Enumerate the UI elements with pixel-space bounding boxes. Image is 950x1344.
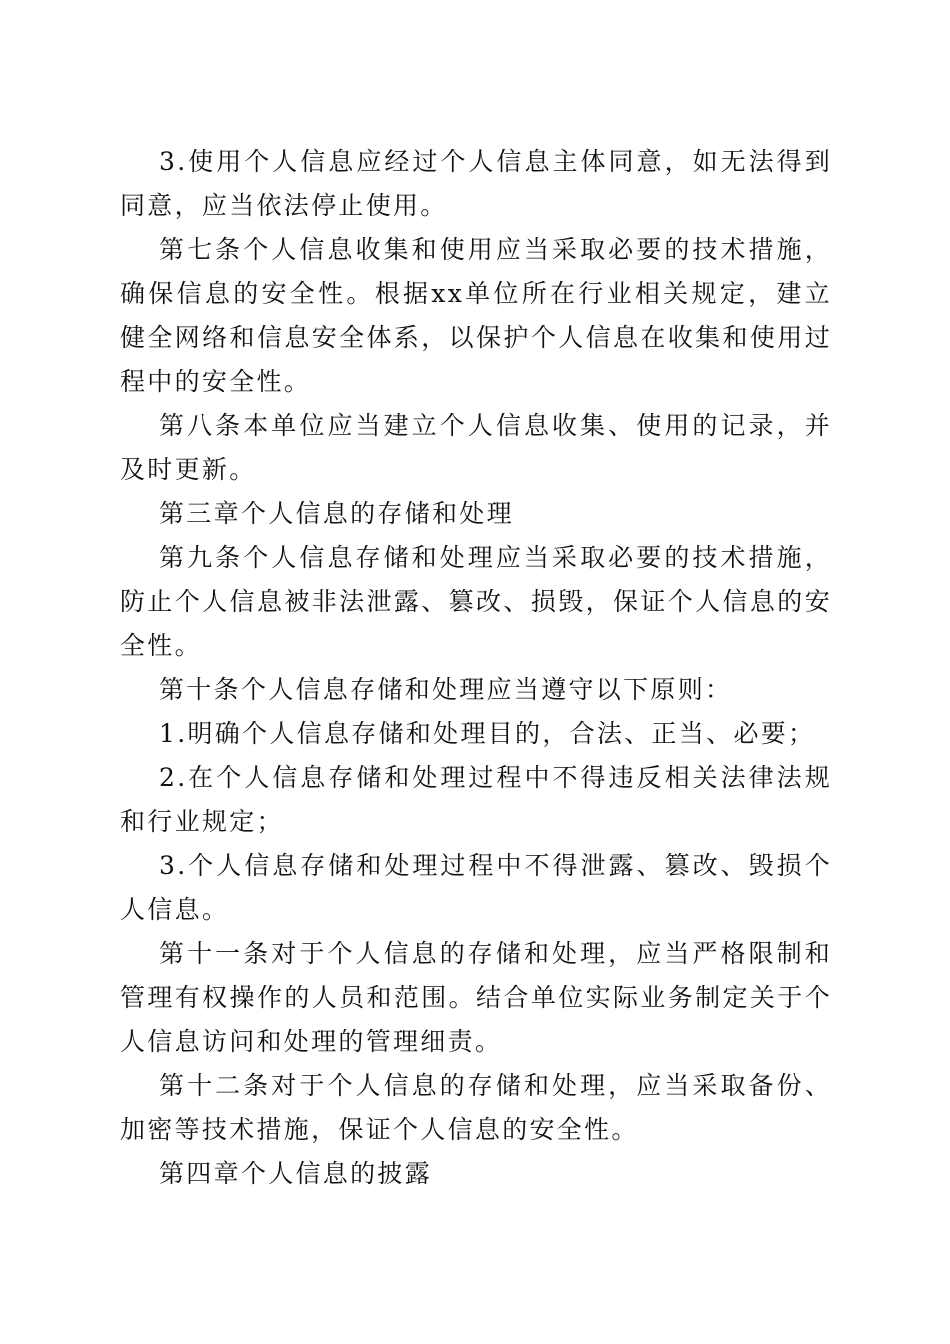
list-item-2: 2.在个人信息存储和处理过程中不得违反相关法律法规和行业规定； (120, 763, 832, 836)
paragraph-article-12: 第十二条对于个人信息的存储和处理，应当采取备份、加密等技术措施，保证个人信息的安全性。 (120, 1071, 832, 1144)
list-item-3: 3.个人信息存储和处理过程中不得泄露、篡改、毁损个人信息。 (120, 851, 832, 924)
paragraph-article-11: 第十一条对于个人信息的存储和处理，应当严格限制和管理有权操作的人员和范围。结合单位实际业务制定关于个人信息访问和处理的管理细责。 (120, 939, 832, 1056)
paragraph-article-8: 第八条本单位应当建立个人信息收集、使用的记录，并及时更新。 (120, 411, 832, 484)
paragraph-item-3-consent: 3.使用个人信息应经过个人信息主体同意，如无法得到同意，应当依法停止使用。 (120, 147, 832, 220)
chapter-3-heading: 第三章个人信息的存储和处理 (159, 499, 514, 528)
paragraph-article-7: 第七条个人信息收集和使用应当采取必要的技术措施，确保信息的安全性。根据xx单位所在行业相关规定，建立健全网络和信息安全体系，以保护个人信息在收集和使用过程中的安全性。 (120, 235, 832, 396)
chapter-4-heading: 第四章个人信息的披露 (159, 1159, 433, 1188)
document-body (120, 140, 832, 1196)
list-item-1: 1.明确个人信息存储和处理目的，合法、正当、必要； (159, 719, 816, 748)
paragraph-article-9: 第九条个人信息存储和处理应当采取必要的技术措施，防止个人信息被非法泄露、篡改、损毁，保证个人信息的安全性。 (120, 543, 832, 660)
paragraph-article-10: 第十条个人信息存储和处理应当遵守以下原则： (159, 675, 733, 704)
